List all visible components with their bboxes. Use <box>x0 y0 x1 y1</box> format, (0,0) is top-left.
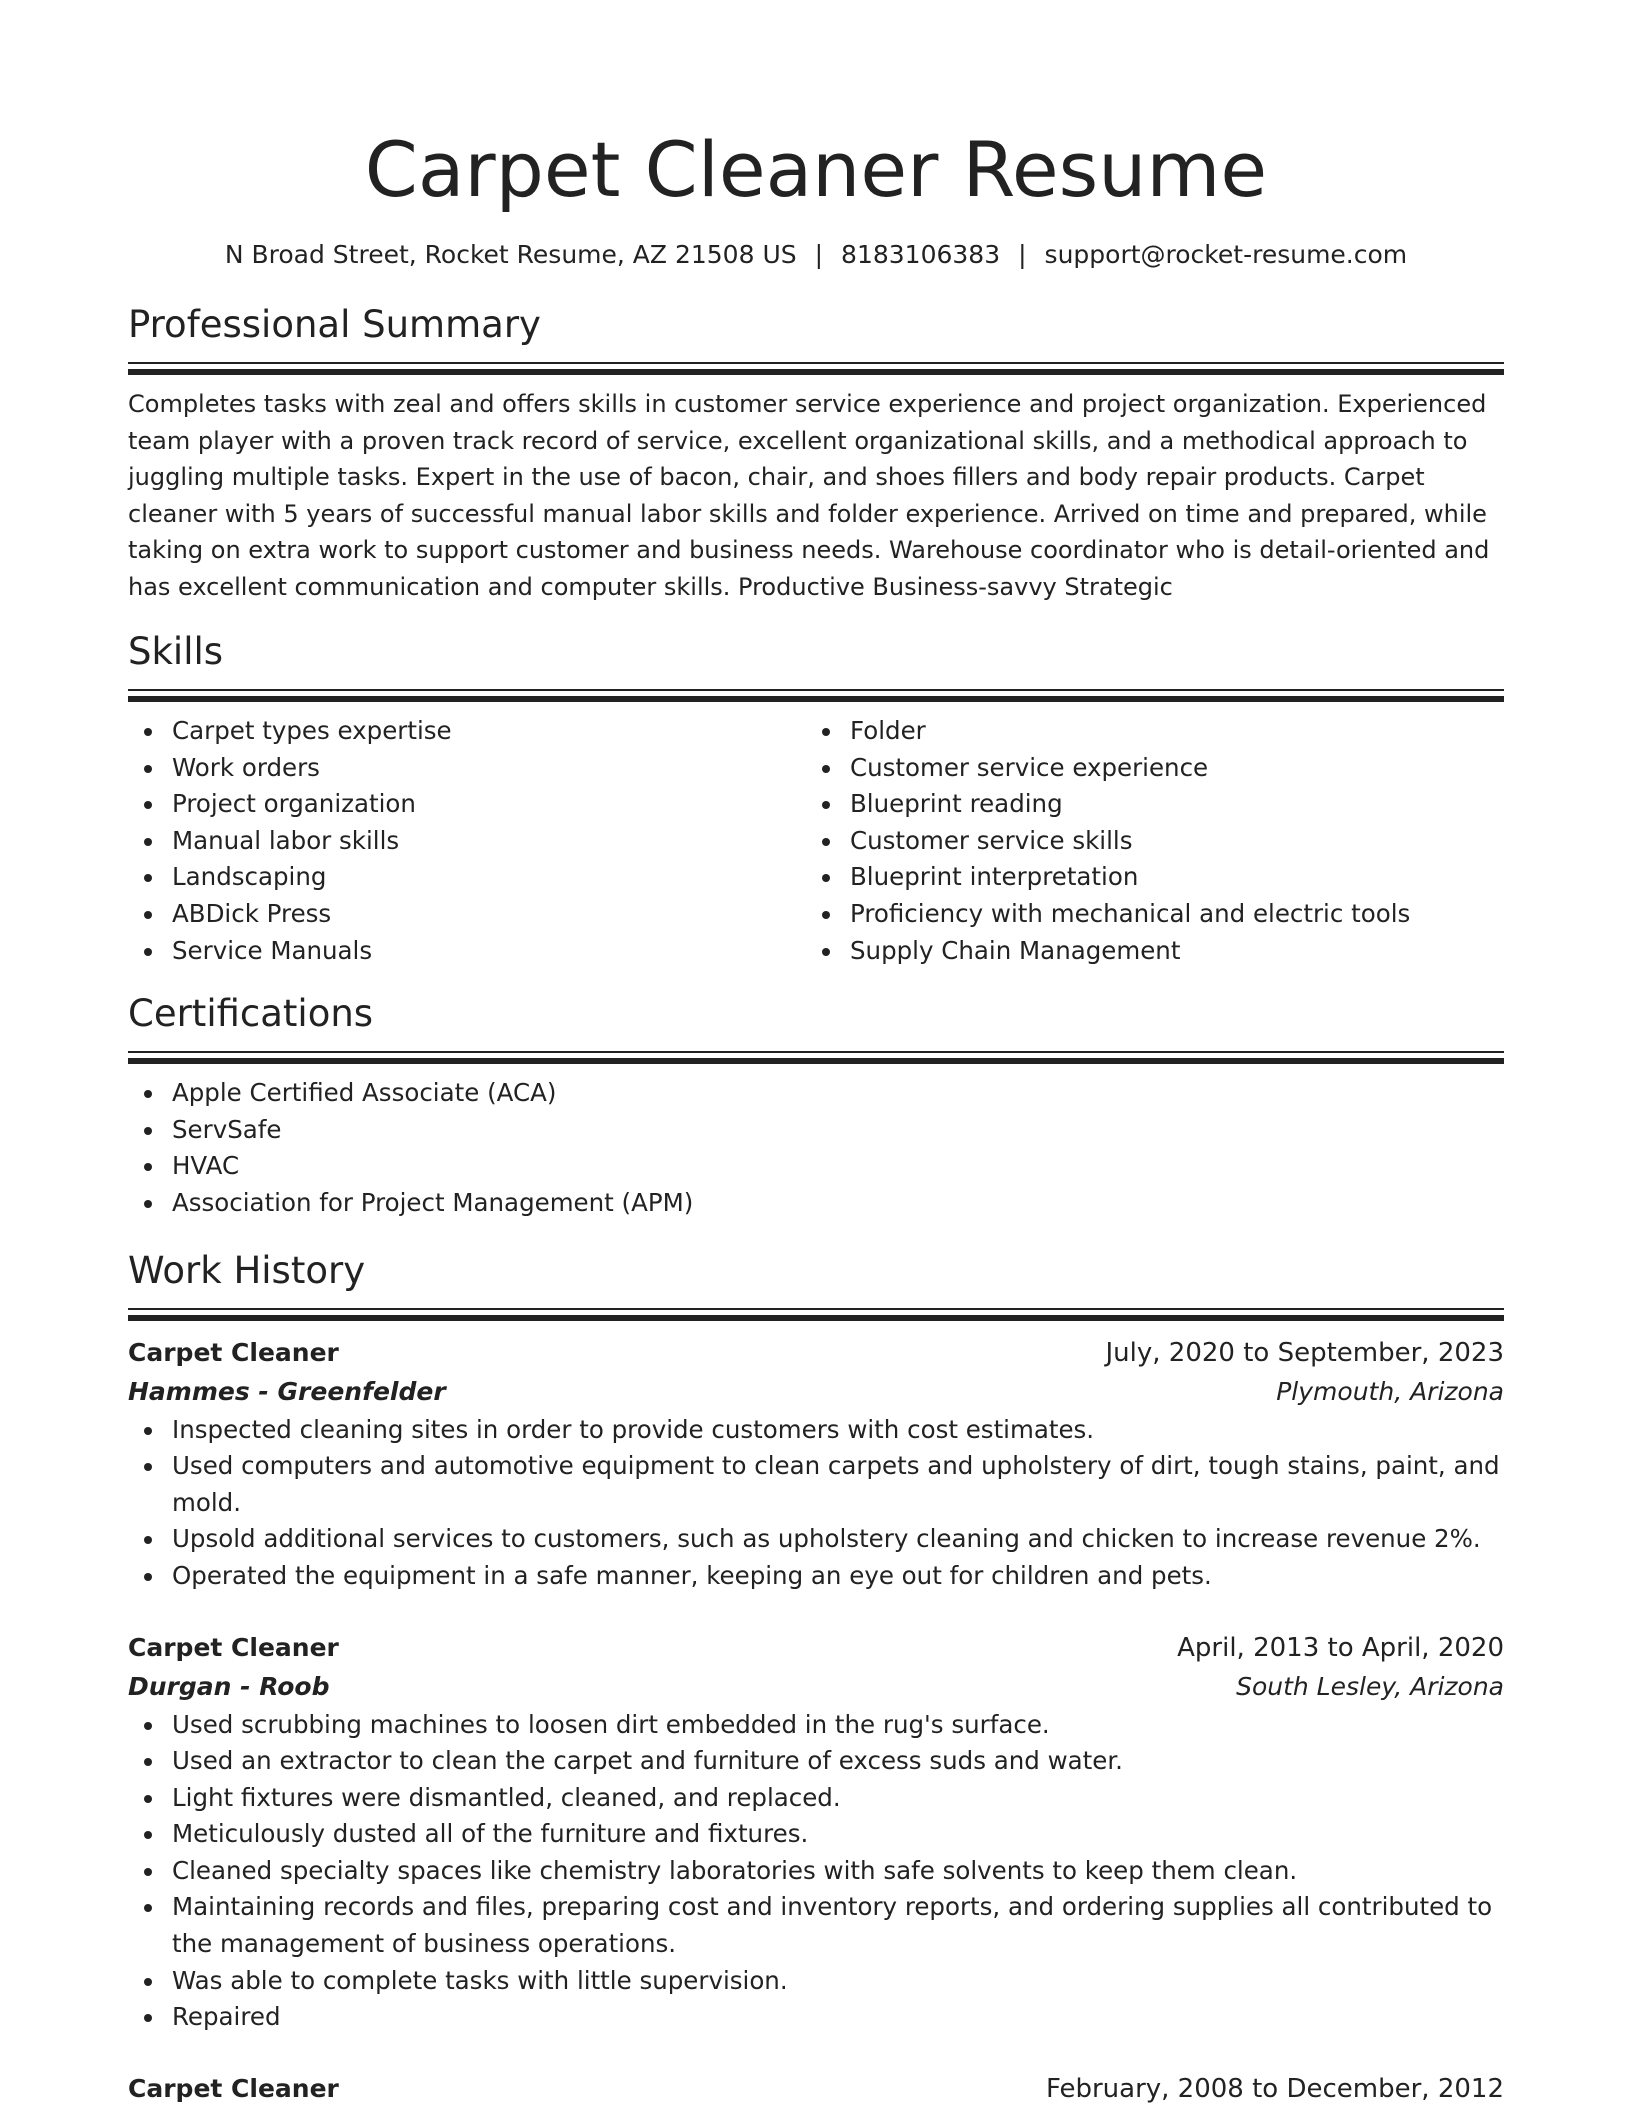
job-header-row <box>128 1629 1504 1667</box>
skill-item: Work orders <box>172 750 806 787</box>
job-company-row <box>128 1372 1504 1412</box>
work-history-section <box>128 1248 1504 2108</box>
job-title: Carpet Cleaner <box>128 1337 339 1367</box>
job-duties-list <box>128 1412 1504 1595</box>
job-duties-list <box>128 1707 1504 2036</box>
job-duty-item: Inspected cleaning sites in order to provide customers with cost estimates. <box>172 1412 1504 1449</box>
section-heading-summary: Professional Summary <box>128 303 541 346</box>
skill-item: Landscaping <box>172 859 806 896</box>
skills-list-right <box>806 713 1484 969</box>
job-entry <box>128 1629 1504 2036</box>
job-duty-item: Used an extractor to clean the carpet and furniture of excess suds and water. <box>172 1743 1504 1780</box>
job-duty-item: Repaired <box>172 1999 1504 2036</box>
skill-item: Customer service skills <box>850 823 1484 860</box>
skills-column-right <box>806 713 1484 969</box>
skill-item: Supply Chain Management <box>850 933 1484 970</box>
skill-item: Carpet types expertise <box>172 713 806 750</box>
job-dates: February, 2008 to December, 2012 <box>1045 2073 1504 2104</box>
skill-item: Manual labor skills <box>172 823 806 860</box>
skills-list-left <box>128 713 806 969</box>
job-title: Carpet Cleaner <box>128 2073 339 2103</box>
certification-item: Association for Project Management (APM) <box>172 1185 1504 1222</box>
contact-phone: 8183106383 <box>841 240 1001 269</box>
certification-item: Apple Certified Associate (ACA) <box>172 1075 1504 1112</box>
certification-item: HVAC <box>172 1148 1504 1185</box>
job-duty-item: Cleaned specialty spaces like chemistry laboratories with safe solvents to keep them clean. <box>172 1853 1504 1890</box>
contact-separator: | <box>814 240 824 269</box>
contact-separator: | <box>1018 240 1027 269</box>
job-duty-item: Meticulously dusted all of the furniture and fixtures. <box>172 1816 1504 1853</box>
skills-column-left <box>128 713 806 969</box>
skills-section <box>128 629 1504 969</box>
skill-item: Service Manuals <box>172 933 806 970</box>
job-dates: July, 2020 to September, 2023 <box>1105 1337 1504 1368</box>
job-duty-item: Used computers and automotive equipment to clean carpets and upholstery of dirt, tough stains, paint, and mold. <box>172 1448 1504 1521</box>
section-divider <box>128 689 1504 703</box>
skill-item: Project organization <box>172 786 806 823</box>
job-location: Plymouth, Arizona <box>1276 1376 1504 1406</box>
job-title: Carpet Cleaner <box>128 1632 339 1662</box>
job-duty-item: Maintaining records and files, preparing cost and inventory reports, and ordering supplies all contributed to the management of business operations. <box>172 1889 1504 1962</box>
contact-line <box>128 238 1504 272</box>
certification-item: ServSafe <box>172 1112 1504 1149</box>
job-duty-item: Upsold additional services to customers, such as upholstery cleaning and chicken to increase revenue 2%. <box>172 1521 1504 1558</box>
job-duty-item: Used scrubbing machines to loosen dirt embedded in the rug's surface. <box>172 1707 1504 1744</box>
skills-columns <box>128 713 1504 969</box>
section-divider <box>128 1051 1504 1065</box>
section-heading-skills: Skills <box>128 630 224 673</box>
skill-item: Blueprint reading <box>850 786 1484 823</box>
skill-item: Customer service experience <box>850 750 1484 787</box>
skill-item: Proficiency with mechanical and electric tools <box>850 896 1484 933</box>
contact-address: N Broad Street, Rocket Resume, AZ 21508 US <box>224 240 797 269</box>
job-dates: April, 2013 to April, 2020 <box>1177 1632 1504 1663</box>
summary-text: Completes tasks with zeal and offers skills in customer service experience and project organization. Experienced team player with a proven track record of service, excellent organizational skills, and a methodical approach to juggling multiple tasks. Expert in the use of bacon, chair, and shoes fillers and body repair products. Carpet cleaner with 5 years of successful manual labor skills and folder experience. Arrived on time and prepared, while taking on extra work to support customer and business needs. Warehouse coordinator who is detail-oriented and has excellent communication and computer skills. Productive Business-savvy Strategic <box>128 390 1490 601</box>
job-header-row <box>128 2070 1504 2108</box>
job-duty-item: Operated the equipment in a safe manner, keeping an eye out for children and pets. <box>172 1558 1504 1595</box>
job-company: Hammes - Greenfelder <box>128 1376 446 1406</box>
skill-item: Blueprint interpretation <box>850 859 1484 896</box>
certifications-list <box>128 1075 1504 1221</box>
section-divider <box>128 1308 1504 1322</box>
section-heading-certifications: Certifications <box>128 992 374 1036</box>
job-entry <box>128 2070 1504 2108</box>
job-entry <box>128 1334 1504 1595</box>
contact-email: support@rocket-resume.com <box>1044 240 1408 269</box>
resume-title: Carpet Cleaner Resume <box>364 125 1268 214</box>
skill-item: ABDick Press <box>172 896 806 933</box>
job-duty-item: Light fixtures were dismantled, cleaned, and replaced. <box>172 1780 1504 1817</box>
job-location: South Lesley, Arizona <box>1236 1671 1504 1701</box>
resume-page <box>128 0 1504 2108</box>
section-heading-work-history: Work History <box>128 1248 366 1292</box>
skill-item: Folder <box>850 713 1484 750</box>
job-company: Durgan - Roob <box>128 1671 330 1701</box>
job-duty-item: Was able to complete tasks with little supervision. <box>172 1963 1504 2000</box>
job-header-row <box>128 1334 1504 1372</box>
section-divider <box>128 362 1504 376</box>
summary-section <box>128 302 1504 605</box>
job-company-row <box>128 1667 1504 1707</box>
certifications-section <box>128 991 1504 1221</box>
